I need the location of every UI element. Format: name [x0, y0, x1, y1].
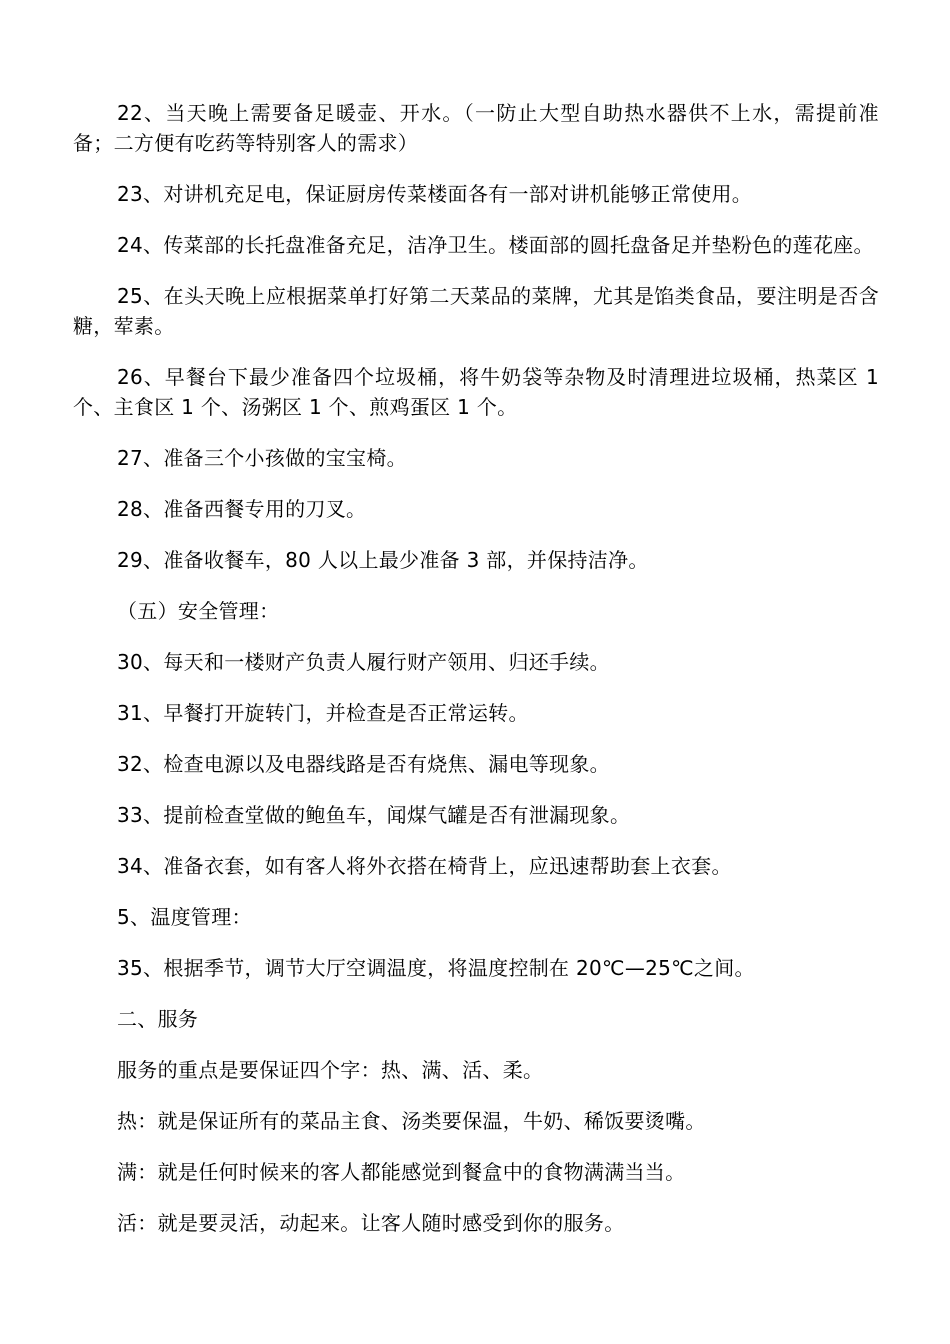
- paragraph-item-29: 29、准备收餐车，80 人以上最少准备 3 部，并保持洁净。: [117, 548, 649, 572]
- section-heading-safety: （五）安全管理：: [117, 599, 280, 623]
- paragraph-service-focus: 服务的重点是要保证四个字：热、满、活、柔。: [117, 1058, 544, 1082]
- paragraph-item-28: 28、准备西餐专用的刀叉。: [117, 497, 367, 521]
- paragraph-service-lively: 活：就是要灵活，动起来。让客人随时感受到你的服务。: [117, 1211, 625, 1235]
- paragraph-item-24: 24、传菜部的长托盘准备充足，洁净卫生。楼面部的圆托盘备足并垫粉色的莲花座。: [117, 233, 874, 257]
- paragraph-service-hot: 热：就是保证所有的菜品主食、汤类要保温，牛奶、稀饭要烫嘴。: [117, 1109, 706, 1133]
- paragraph-item-30: 30、每天和一楼财产负责人履行财产领用、归还手续。: [117, 650, 610, 674]
- paragraph-item-25: 25、在头天晚上应根据菜单打好第二天菜品的菜牌，尤其是馅类食品，要注明是否含糖，荤素。: [73, 284, 879, 338]
- section-heading-service: 二、服务: [117, 1007, 199, 1031]
- paragraph-service-full: 满：就是任何时候来的客人都能感觉到餐盒中的食物满满当当。: [117, 1160, 686, 1184]
- paragraph-item-22: 22、当天晚上需要备足暖壶、开水。（一防止大型自助热水器供不上水，需提前准备；二方便有吃药等特别客人的需求）: [73, 101, 879, 155]
- document-page: [73, 98, 879, 1259]
- paragraph-item-35: 35、根据季节，调节大厅空调温度，将温度控制在 20℃—25℃之间。: [117, 956, 755, 980]
- paragraph-item-32: 32、检查电源以及电器线路是否有烧焦、漏电等现象。: [117, 752, 610, 776]
- paragraph-item-27: 27、准备三个小孩做的宝宝椅。: [117, 446, 407, 470]
- paragraph-item-26: 26、早餐台下最少准备四个垃圾桶，将牛奶袋等杂物及时清理进垃圾桶，热菜区 1 个、主食区 1 个、汤粥区 1 个、煎鸡蛋区 1 个。: [73, 365, 879, 419]
- paragraph-item-34: 34、准备衣套，如有客人将外衣搭在椅背上，应迅速帮助套上衣套。: [117, 854, 732, 878]
- section-heading-temperature: 5、温度管理：: [117, 905, 252, 929]
- paragraph-item-23: 23、对讲机充足电，保证厨房传菜楼面各有一部对讲机能够正常使用。: [117, 182, 753, 206]
- paragraph-item-33: 33、提前检查堂做的鲍鱼车，闻煤气罐是否有泄漏现象。: [117, 803, 631, 827]
- paragraph-item-31: 31、早餐打开旋转门，并检查是否正常运转。: [117, 701, 529, 725]
